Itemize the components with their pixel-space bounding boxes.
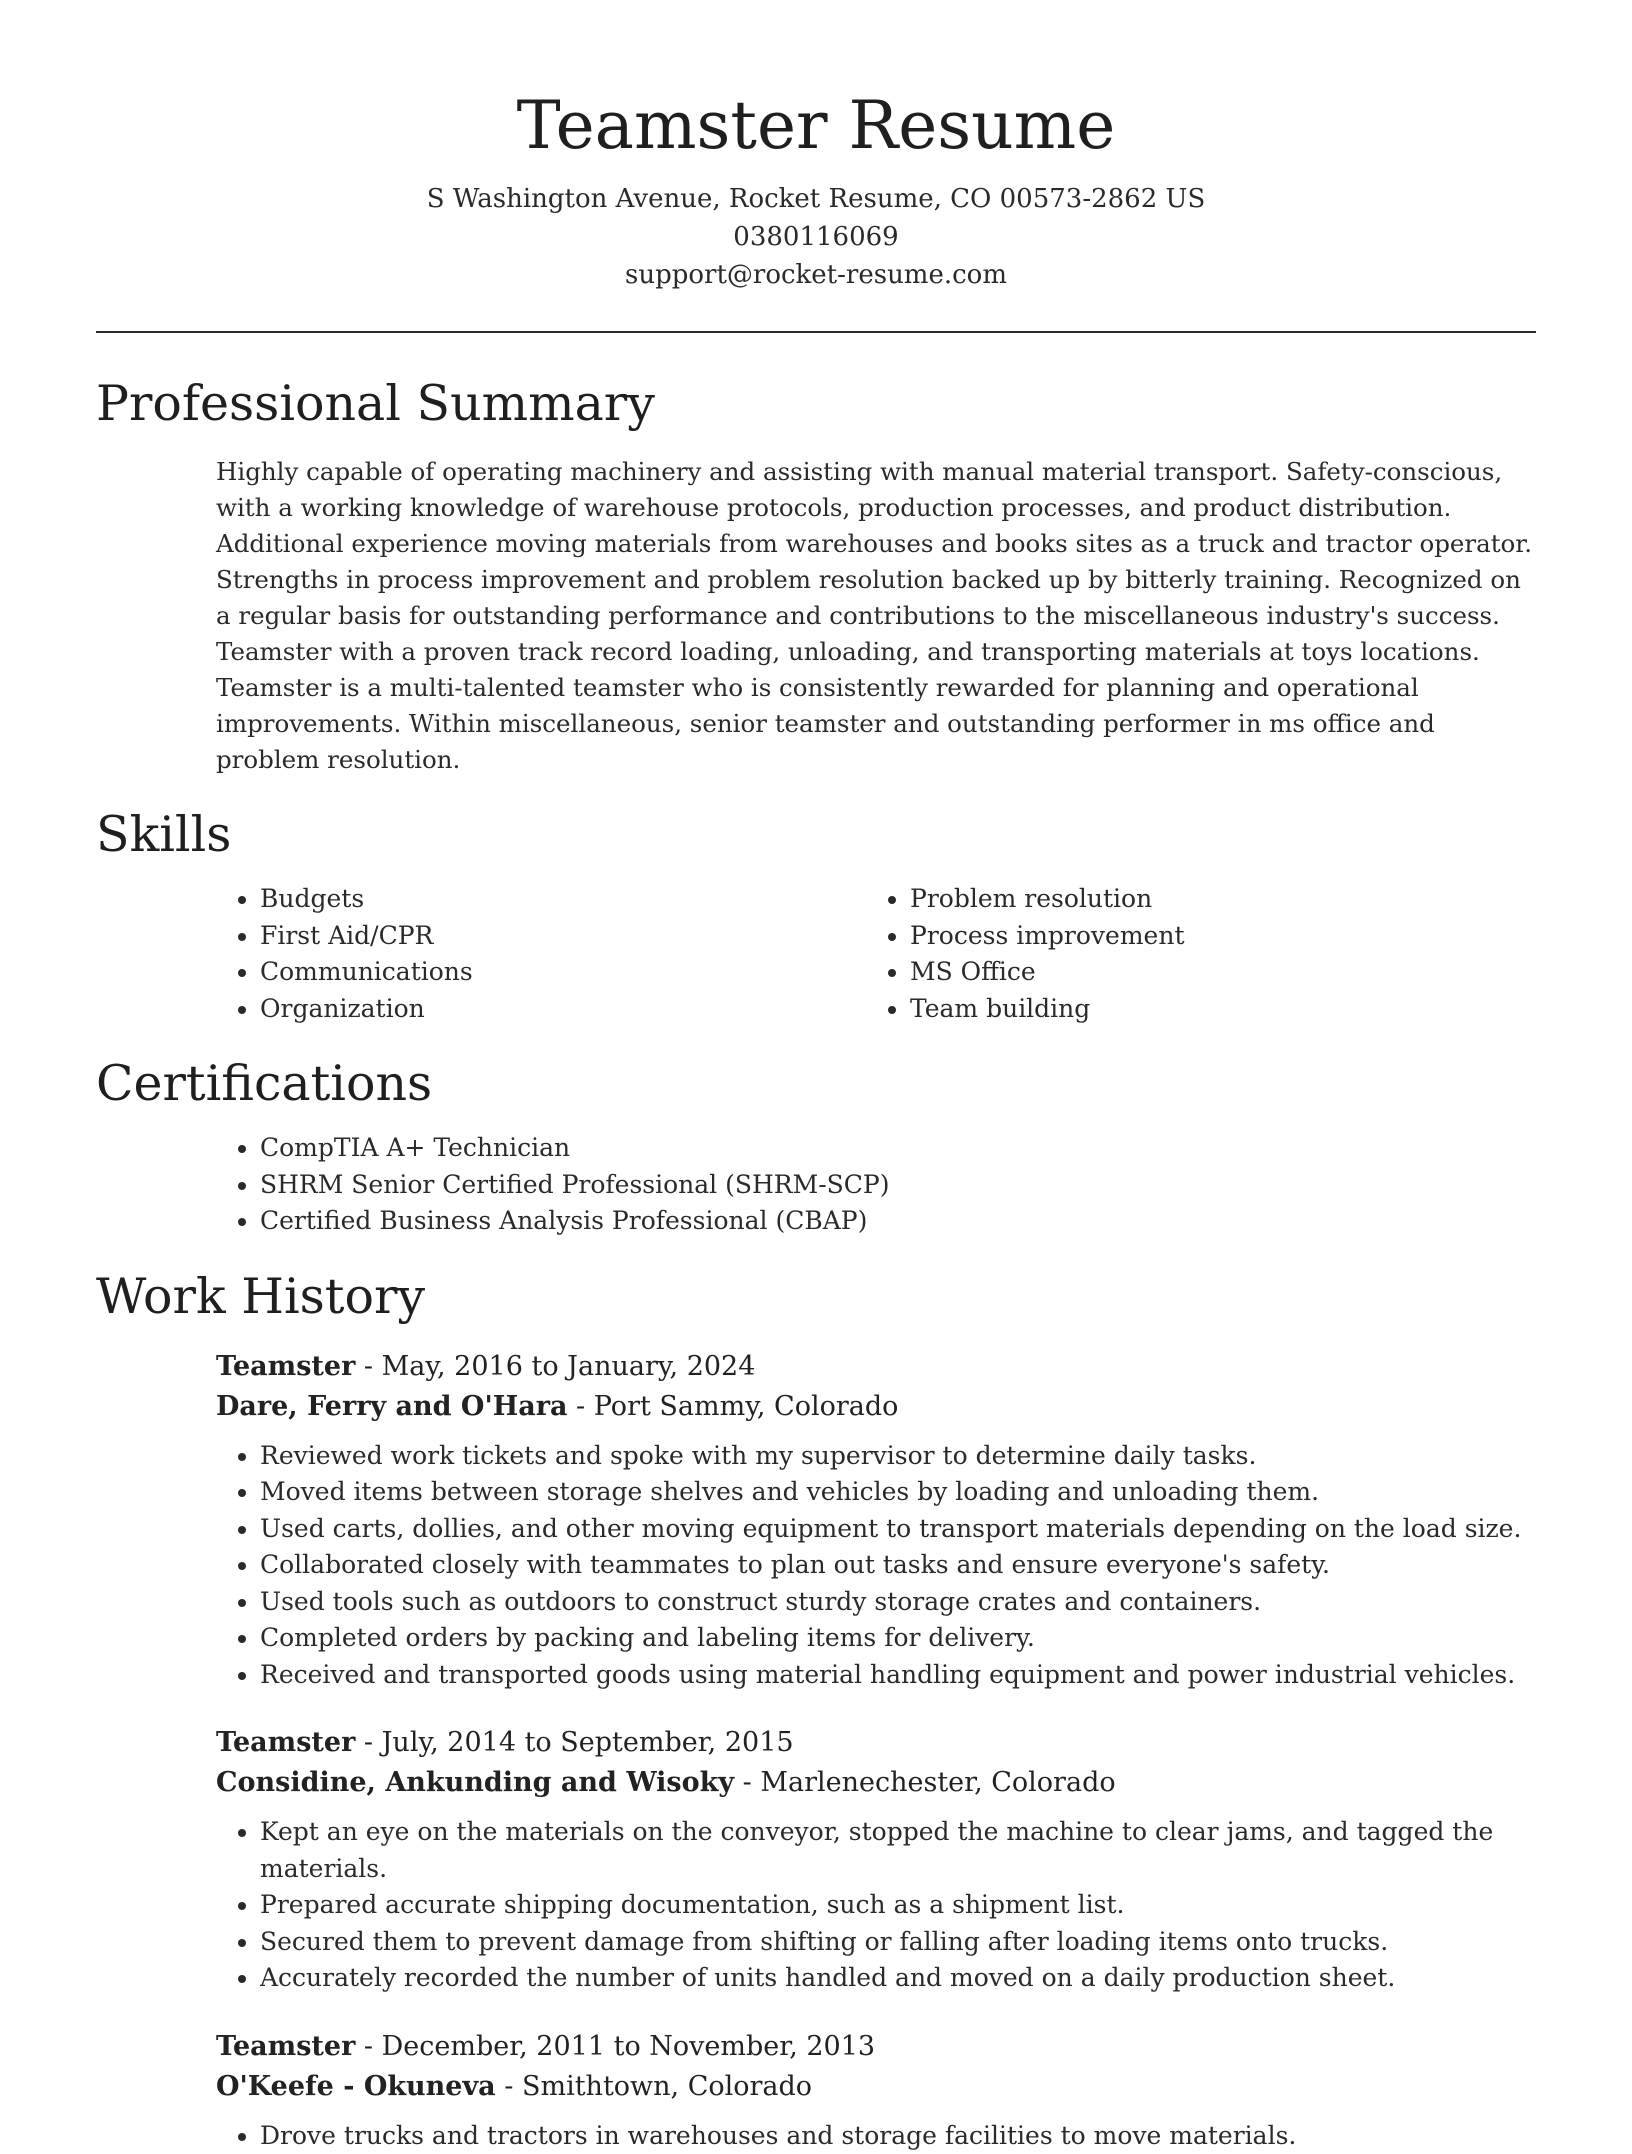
certification-item: • SHRM Senior Certified Professional (SHRM-SCP) [260,1167,1536,1204]
separator: - [355,1351,381,1382]
job-role: Teamster [216,2031,355,2062]
job-duties-list [96,1438,1536,1694]
job-duty: • Accurately recorded the number of units handled and moved on a daily production sheet. [260,1960,1536,1997]
job-entry [96,2027,1536,2154]
certification-item: • Certified Business Analysis Professional (CBAP) [260,1203,1536,1240]
work-history-heading: Work History [96,1267,1536,1327]
skills-list-left [96,881,750,1027]
job-role: Teamster [216,1727,355,1758]
resume-page [96,0,1536,2154]
work-history-section [96,1267,1536,2154]
job-location: Port Sammy, Colorado [594,1391,899,1422]
skill-item: • Process improvement [910,918,1185,955]
job-location: Smithtown, Colorado [522,2071,812,2102]
job-duty: • Reviewed work tickets and spoke with my supervisor to determine daily tasks. [260,1438,1536,1475]
job-duty: • Drove trucks and tractors in warehouses and storage facilities to move materials. [260,2118,1536,2154]
job-duties-list [96,2118,1536,2154]
skills-list-right [750,881,1185,1027]
separator: - [355,1727,381,1758]
job-company: Dare, Ferry and O'Hara [216,1391,567,1422]
contact-phone: 0380116069 [96,218,1536,256]
summary-text: Highly capable of operating machinery and assisting with manual material transport. Safety-conscious, with a working knowledge of warehouse protocols, production processes, and product distribution. Additional experience moving materials from warehouses and books sites as a truck and tractor operator. Strengths in process improvement and problem resolution backed up by bitterly training. Recognized on a regular basis for outstanding performance and contributions to the miscellaneous industry's success. Teamster with a proven track record loading, unloading, and transporting materials at toys locations. Teamster is a multi-talented teamster who is consistently rewarded for planning and operational improvements. Within miscellaneous, senior teamster and outstanding performer in ms office and problem resolution. [216,454,1536,778]
certifications-list [96,1130,1536,1240]
job-duty: • Collaborated closely with teammates to plan out tasks and ensure everyone's safety. [260,1547,1536,1584]
job-duty: • Kept an eye on the materials on the conveyor, stopped the machine to clear jams, and tagged the materials. [260,1814,1536,1887]
job-duties-list [96,1814,1536,1997]
summary-heading: Professional Summary [96,374,1536,434]
separator: - [567,1391,593,1422]
separator: - [496,2071,522,2102]
contact-address: S Washington Avenue, Rocket Resume, CO 00573-2862 US [96,180,1536,218]
resume-header [96,0,1536,294]
separator: - [734,1767,760,1798]
job-dates: May, 2016 to January, 2024 [382,1351,756,1382]
skills-heading: Skills [96,805,1536,865]
job-dates: July, 2014 to September, 2015 [382,1727,794,1758]
job-company-line [216,2067,1536,2107]
job-company: Considine, Ankunding and Wisoky [216,1767,734,1798]
job-location: Marlenechester, Colorado [760,1767,1115,1798]
certification-item: • CompTIA A+ Technician [260,1130,1536,1167]
skill-item: • Budgets [260,881,750,918]
skill-item: • Problem resolution [910,881,1185,918]
job-company-line [216,1387,1536,1427]
job-duty: • Secured them to prevent damage from shifting or falling after loading items onto trucks. [260,1924,1536,1961]
job-title-line [216,2027,1536,2067]
skills-columns [96,881,1536,1027]
job-title-line [216,1723,1536,1763]
certifications-section [96,1054,1536,1240]
job-company: O'Keefe - Okuneva [216,2071,496,2102]
job-title-line [216,1347,1536,1387]
certifications-heading: Certifications [96,1054,1536,1114]
summary-section [96,374,1536,778]
job-duty: • Used tools such as outdoors to construct sturdy storage crates and containers. [260,1584,1536,1621]
job-entry [96,1723,1536,1997]
skill-item: • First Aid/CPR [260,918,750,955]
job-duty: • Moved items between storage shelves and vehicles by loading and unloading them. [260,1474,1536,1511]
skill-item: • Team building [910,991,1185,1028]
job-duty: • Used carts, dollies, and other moving equipment to transport materials depending on the load size. [260,1511,1536,1548]
separator: - [355,2031,381,2062]
job-duty: • Prepared accurate shipping documentation, such as a shipment list. [260,1887,1536,1924]
skill-item: • Organization [260,991,750,1028]
skill-item: • Communications [260,954,750,991]
contact-email: support@rocket-resume.com [96,256,1536,294]
job-entry [96,1347,1536,1694]
job-company-line [216,1763,1536,1803]
candidate-name: Teamster Resume [96,86,1536,166]
job-duty: • Received and transported goods using material handling equipment and power industrial vehicles. [260,1657,1536,1694]
job-duty: • Completed orders by packing and labeling items for delivery. [260,1620,1536,1657]
skill-item: • MS Office [910,954,1185,991]
job-dates: December, 2011 to November, 2013 [382,2031,875,2062]
skills-section [96,805,1536,1027]
header-divider [96,331,1536,333]
job-role: Teamster [216,1351,355,1382]
